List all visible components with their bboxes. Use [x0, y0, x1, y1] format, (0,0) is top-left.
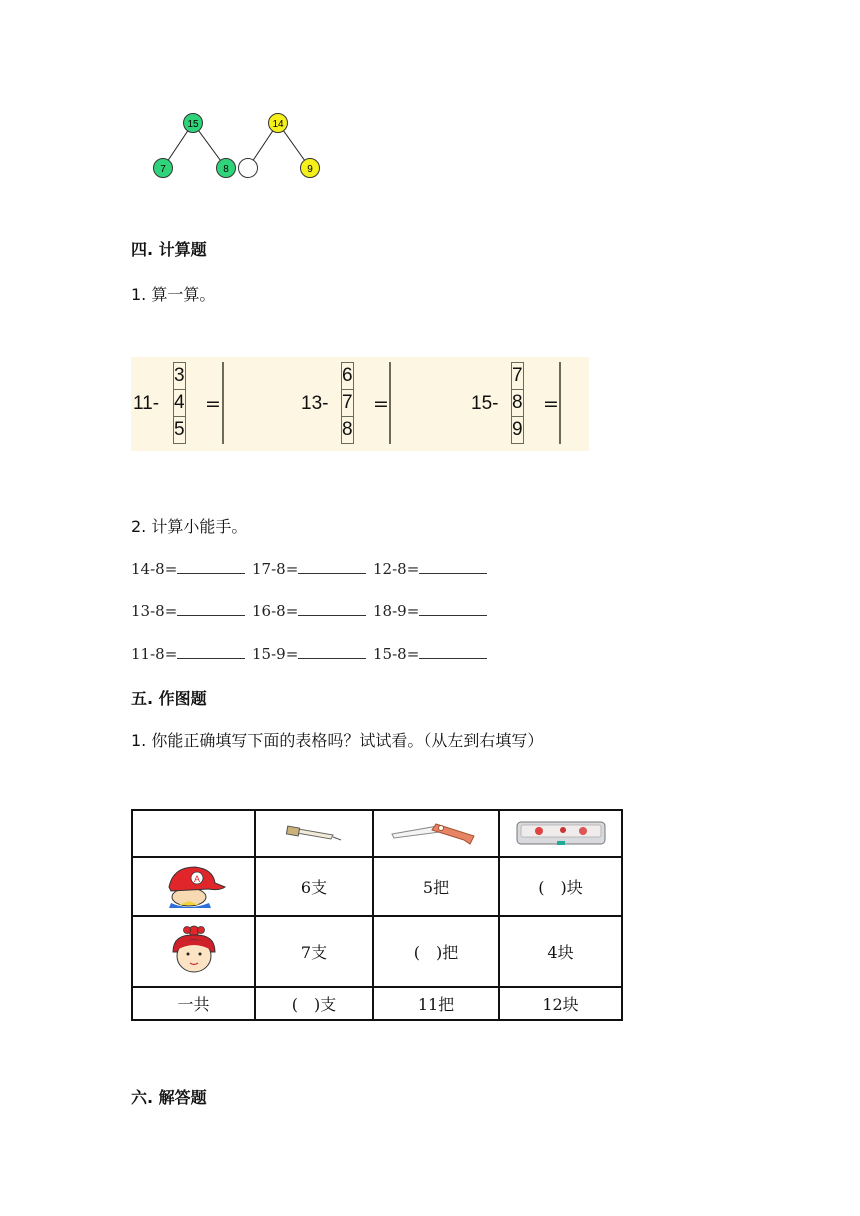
question-2-label: 2. 计算小能手。 [131, 517, 248, 536]
row-icon-cell [132, 916, 255, 987]
section-4-title: 四. 计算题 [131, 240, 207, 259]
table-cell: 6支 [255, 857, 373, 916]
folding-knife-icon [386, 814, 486, 850]
section-5-title: 五. 作图题 [131, 689, 207, 708]
tree-node-label: 8 [223, 164, 229, 175]
tree-node-empty [239, 159, 258, 178]
boy-with-cap-icon [159, 861, 229, 909]
table-cell: 12块 [499, 987, 622, 1020]
equation-row [373, 559, 487, 578]
number-stack [511, 362, 524, 444]
answer-box[interactable] [390, 390, 391, 417]
equation-row [131, 601, 245, 620]
stack-number: 7 [512, 363, 524, 390]
equation: 14-8= [131, 560, 178, 578]
number-stack [341, 362, 354, 444]
equation: 15-9= [252, 645, 299, 663]
equation: 17-8= [252, 560, 299, 578]
fill-in-table [131, 809, 623, 1021]
answer-box[interactable] [223, 363, 224, 390]
number-stack [173, 362, 186, 444]
equals-sign: = [543, 393, 559, 415]
girl-with-bow-icon [159, 922, 229, 978]
equation-row [131, 559, 245, 578]
answer-box[interactable] [560, 363, 561, 390]
header-cell [499, 810, 622, 857]
stack-number: 9 [512, 417, 524, 444]
answer-box[interactable] [223, 390, 224, 417]
row-icon-cell [132, 857, 255, 916]
table-cell: 4块 [499, 916, 622, 987]
answer-blank[interactable] [177, 644, 245, 659]
header-cell [373, 810, 499, 857]
number-tree-diagram [150, 110, 330, 182]
answer-blank[interactable] [177, 601, 245, 616]
tree-node-label: 15 [187, 119, 199, 130]
stack-number: 5 [174, 417, 186, 444]
table-corner-cell [132, 810, 255, 857]
stack-number: 3 [174, 363, 186, 390]
answer-blank[interactable] [298, 644, 366, 659]
stack-number: 8 [342, 417, 354, 444]
header-cell [255, 810, 373, 857]
equation-row [373, 644, 487, 663]
equation-row [131, 644, 245, 663]
table-cell: 11把 [373, 987, 499, 1020]
pencil-box-icon [511, 814, 611, 850]
table-cell[interactable]: ( )支 [255, 987, 373, 1020]
answer-blank[interactable] [419, 559, 487, 574]
table-cell[interactable]: ( )把 [373, 916, 499, 987]
tree-node-label: 7 [160, 164, 166, 175]
equation-row [252, 601, 366, 620]
equation-row [252, 559, 366, 578]
question-1-label: 1. 算一算。 [131, 285, 216, 304]
table-cell[interactable]: ( )块 [499, 857, 622, 916]
problem-lead: 15- [471, 393, 499, 414]
answer-stack [389, 362, 391, 444]
answer-blank[interactable] [298, 601, 366, 616]
svg-text:A: A [193, 873, 200, 884]
table-cell: 7支 [255, 916, 373, 987]
answer-box[interactable] [560, 417, 561, 444]
equation: 11-8= [131, 645, 178, 663]
row-label-cell: 一共 [132, 987, 255, 1020]
pen-icon [279, 817, 349, 847]
equation: 16-8= [252, 602, 299, 620]
problem-lead: 11- [133, 393, 160, 414]
answer-blank[interactable] [419, 644, 487, 659]
equals-sign: = [373, 393, 389, 415]
stack-number: 7 [342, 390, 354, 417]
subtraction-panel [131, 357, 589, 451]
answer-box[interactable] [390, 417, 391, 444]
equals-sign: = [205, 393, 221, 415]
answer-blank[interactable] [298, 559, 366, 574]
equation: 15-8= [373, 645, 420, 663]
answer-stack [559, 362, 561, 444]
problem-lead: 13- [301, 393, 329, 414]
tree-node-label: 14 [272, 119, 284, 130]
equation: 12-8= [373, 560, 420, 578]
section-6-title: 六. 解答题 [131, 1088, 207, 1107]
equation-row [373, 601, 487, 620]
answer-blank[interactable] [419, 601, 487, 616]
stack-number: 4 [174, 390, 186, 417]
equation-row [252, 644, 366, 663]
table-cell: 5把 [373, 857, 499, 916]
answer-box[interactable] [560, 390, 561, 417]
stack-number: 6 [342, 363, 354, 390]
answer-stack [222, 362, 224, 444]
answer-box[interactable] [390, 363, 391, 390]
question-1-label: 1. 你能正确填写下面的表格吗？试试看。（从左到右填写） [131, 731, 544, 750]
answer-box[interactable] [223, 417, 224, 444]
equation: 13-8= [131, 602, 178, 620]
tree-node-label: 9 [307, 164, 313, 175]
answer-blank[interactable] [177, 559, 245, 574]
stack-number: 8 [512, 390, 524, 417]
equation: 18-9= [373, 602, 420, 620]
